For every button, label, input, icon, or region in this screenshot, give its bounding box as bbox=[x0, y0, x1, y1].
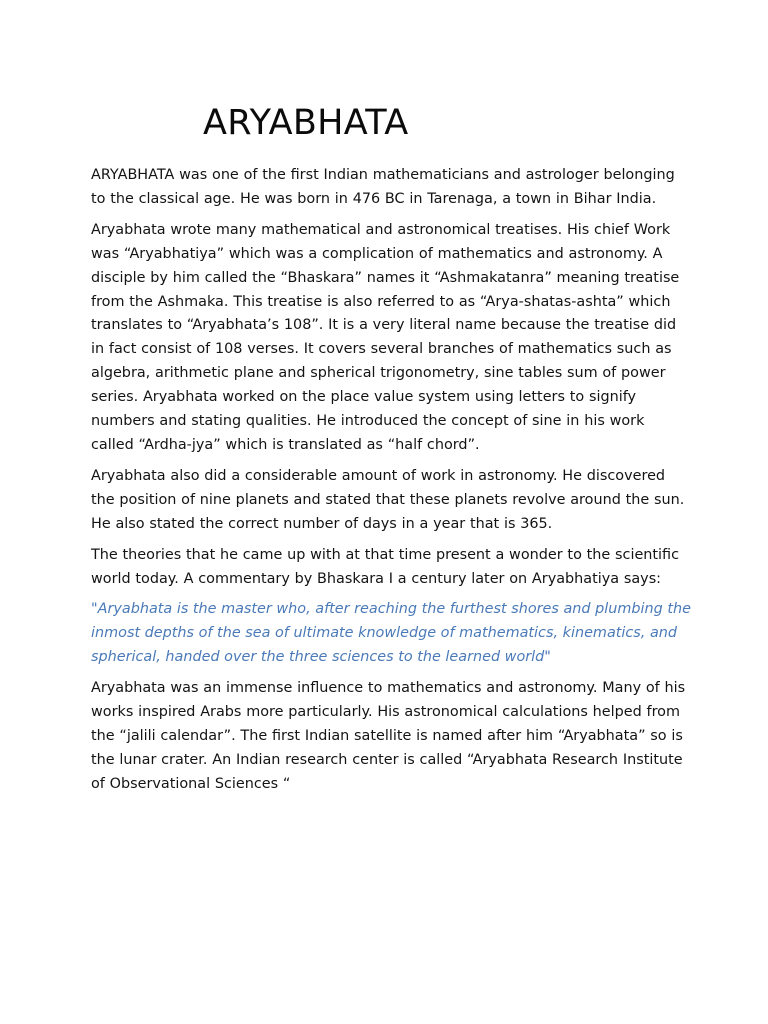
paragraph-astronomy: Aryabhata also did a considerable amount of work in astronomy. He discovered the position of nine planets and stated that these planets revolve around the sun. He also stated the correct number of days in a year that is 365. bbox=[91, 467, 685, 532]
paragraph-influence: Aryabhata was an immense influence to mathematics and astronomy. Many of his works inspired Arabs more particularly. His astronomical calculations helped from the “jalili calendar”. The first Indian satellite is named after him “Aryabhata” so is the lunar crater. An Indian research center is called “Aryabhata Research Institute of Observational Sciences “ bbox=[91, 680, 686, 792]
document-body bbox=[91, 164, 691, 804]
page-title: ARYABHATA bbox=[203, 103, 409, 143]
paragraph-treatises: Aryabhata wrote many mathematical and astronomical treatises. His chief Work was “Aryabhatiya” which was a complication of mathematics and astronomy. A disciple by him called the “Bhaskara” names it “Ashmakatanra” meaning treatise from the Ashmaka. This treatise is also referred to as “Arya-shatas-ashta” which translates to “Aryabhata’s 108”. It is a very literal name because the treatise did in fact consist of 108 verses. It covers several branches of mathematics such as algebra, arithmetic plane and spherical trigonometry, sine tables sum of power series. Aryabhata worked on the place value system using letters to signify numbers and stating qualities. He introduced the concept of sine in his work called “Ardha-jya” which is translated as “half chord”. bbox=[91, 221, 680, 453]
paragraph-intro: ARYABHATA was one of the first Indian mathematicians and astrologer belonging to the classical age. He was born in 476 BC in Tarenaga, a town in Bihar India. bbox=[91, 167, 675, 207]
paragraph-theories: The theories that he came up with at that time present a wonder to the scientific world today. A commentary by Bhaskara I a century later on Aryabhatiya says: bbox=[91, 546, 680, 587]
block-quote: "Aryabhata is the master who, after reaching the furthest shores and plumbing the inmost depths of the sea of ultimate knowledge of mathematics, kinematics, and spherical, handed over the three sciences to the learned world" bbox=[91, 601, 691, 666]
